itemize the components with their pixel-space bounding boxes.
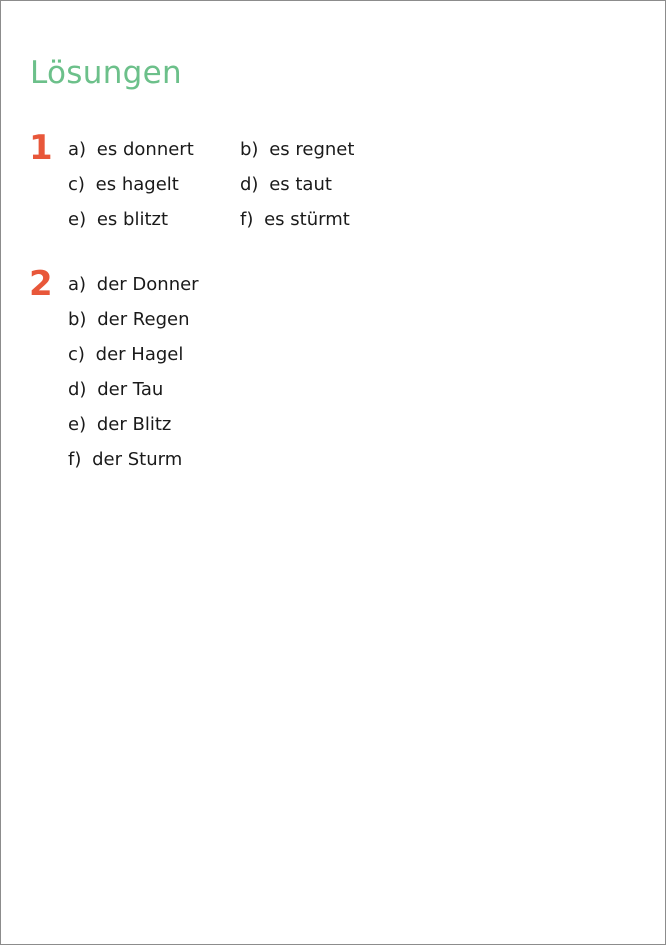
answer-text: es donnert: [96, 139, 194, 160]
answer-letter: b): [68, 309, 87, 330]
answer-letter: b): [240, 139, 259, 160]
answer-letter: c): [68, 174, 85, 195]
answer-letter: e): [68, 209, 87, 230]
exercise-1-answer-b: [240, 139, 354, 161]
exercise-1-answer-e: [68, 209, 168, 231]
exercise-2-answer-b: [68, 309, 190, 331]
answer-text: der Donner: [96, 274, 199, 295]
answer-text: der Blitz: [96, 414, 172, 435]
answer-text: der Hagel: [95, 344, 184, 365]
page-title: Lösungen: [30, 55, 182, 91]
answer-text: es stürmt: [264, 209, 350, 230]
exercise-2-answer-c: [68, 344, 183, 366]
exercise-2-answer-e: [68, 414, 171, 436]
answer-letter: c): [68, 344, 85, 365]
exercise-1-answer-d: [240, 174, 332, 196]
exercise-1-answer-a: [68, 139, 194, 161]
exercise-1-number: 1: [29, 128, 53, 168]
answer-letter: f): [68, 449, 82, 470]
answer-text: der Sturm: [92, 449, 183, 470]
exercise-2-answer-d: [68, 379, 163, 401]
exercise-2-number: 2: [29, 264, 53, 304]
exercise-2-answer-f: [68, 449, 182, 471]
answer-text: es taut: [269, 174, 332, 195]
answer-letter: f): [240, 209, 254, 230]
answer-text: der Tau: [97, 379, 164, 400]
answer-text: der Regen: [97, 309, 190, 330]
answer-text: es blitzt: [96, 209, 169, 230]
exercise-1-answer-c: [68, 174, 179, 196]
answer-letter: d): [68, 379, 87, 400]
answer-letter: a): [68, 274, 87, 295]
answer-text: es regnet: [269, 139, 355, 160]
answer-letter: e): [68, 414, 87, 435]
exercise-2-answer-a: [68, 274, 199, 296]
answer-letter: a): [68, 139, 87, 160]
exercise-1-answer-f: [240, 209, 350, 231]
answer-text: es hagelt: [95, 174, 179, 195]
answer-letter: d): [240, 174, 259, 195]
